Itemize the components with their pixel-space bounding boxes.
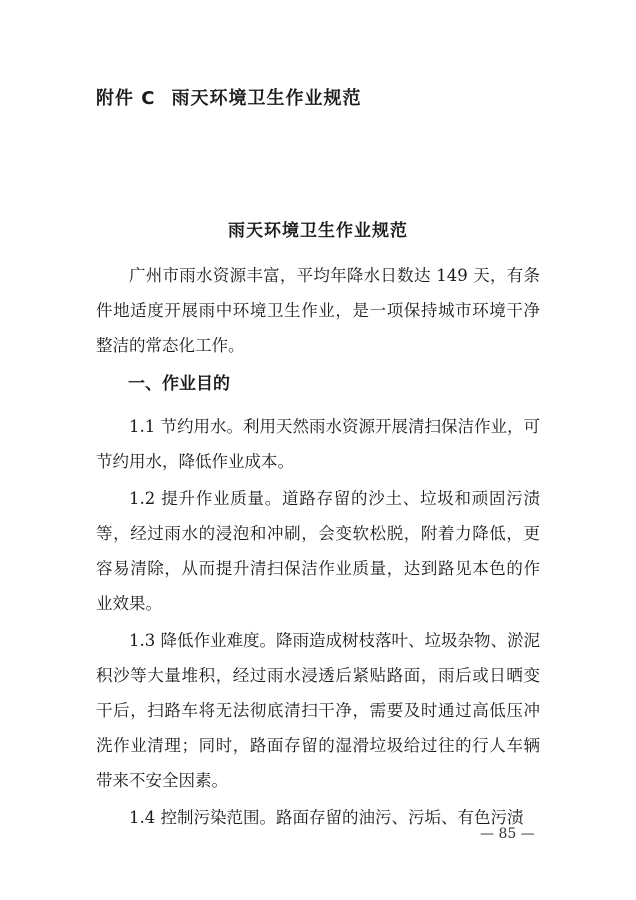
item-paragraph: 1.2 提升作业质量。道路存留的沙土、垃圾和顽固污渍等，经过雨水的浸泡和冲刷，会变软松脱，附着力降低，更容易清除，从而提升清扫保洁作业质量，达到路见本色的作业效果。 [96, 489, 540, 613]
appendix-label: 附件 C [96, 88, 156, 109]
item-paragraph: 1.3 降低作业难度。降雨造成树枝落叶、垃圾杂物、淤泥积沙等大量堆积，经过雨水浸透后紧贴路面，雨后或日晒变干后，扫路车将无法彻底清扫干净，需要及时通过高低压冲洗作业清理；同时，路面存留的湿滑垃圾给过往的行人车辆带来不安全因素。 [96, 631, 540, 790]
appendix-heading [96, 84, 361, 110]
item-paragraph: 1.1 节约用水。利用天然雨水资源开展清扫保洁作业，可节约用水，降低作业成本。 [96, 417, 540, 471]
section-heading: 一、作业目的 [128, 374, 230, 394]
appendix-title: 雨天环境卫生作业规范 [171, 88, 362, 109]
item-paragraph: 1.4 控制污染范围。路面存留的油污、污垢、有色污渍 [129, 808, 524, 827]
page-number: — 85 — [480, 826, 535, 842]
document-title: 雨天环境卫生作业规范 [228, 221, 408, 241]
intro-block [96, 258, 540, 363]
items-block [96, 409, 540, 837]
intro-paragraph: 广州市雨水资源丰富，平均年降水日数达 149 天，有条件地适度开展雨中环境卫生作业，是一项保持城市环境干净整洁的常态化工作。 [96, 266, 540, 355]
